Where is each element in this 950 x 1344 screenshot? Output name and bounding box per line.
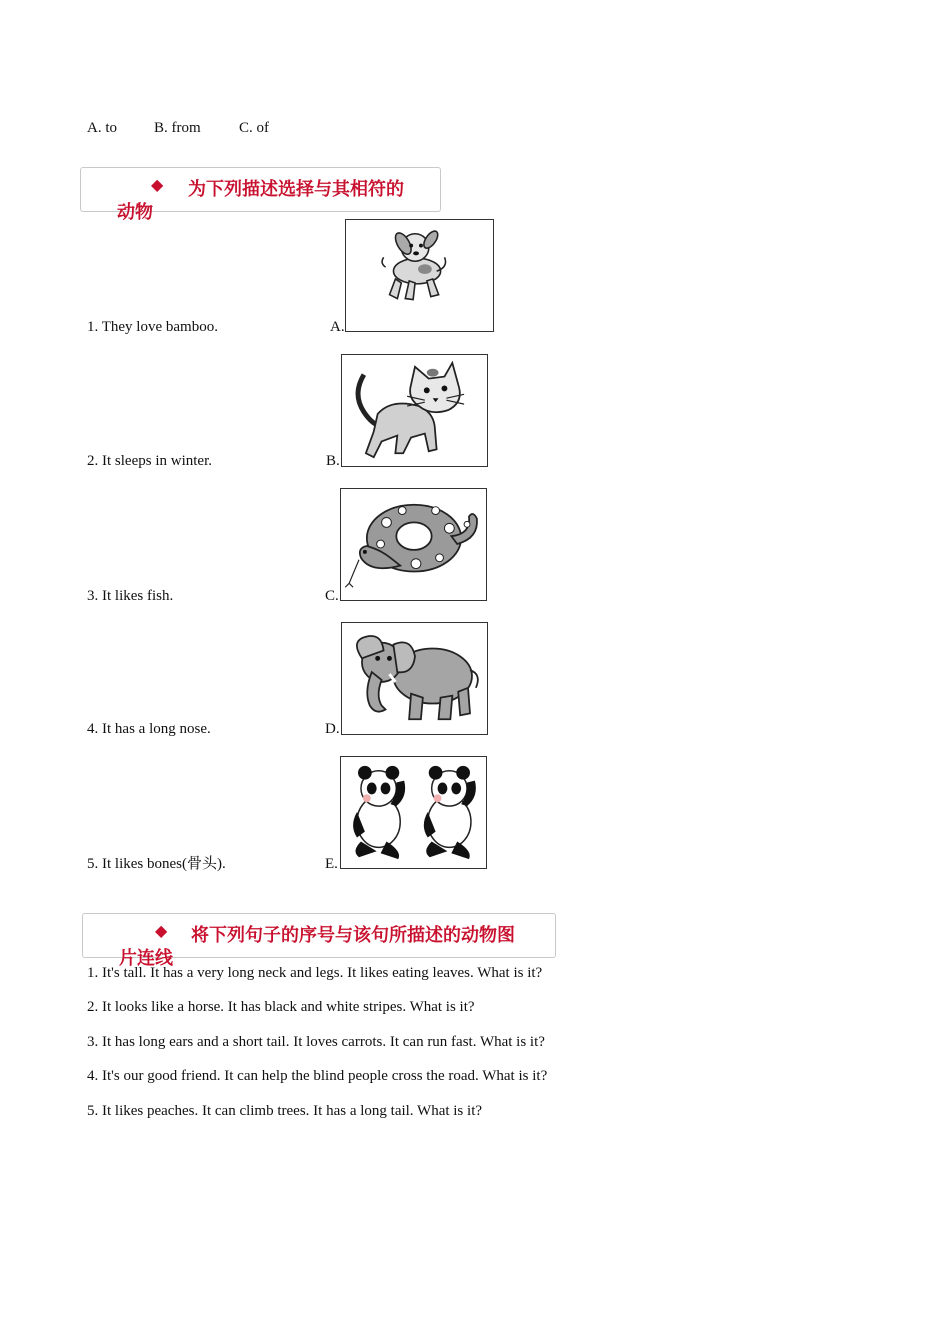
section2-header [82,913,556,969]
s2-sentence-5: 5. It likes peaches. It can climb trees. It has a long tail. What is it? [87,1103,483,1119]
cat-picture [341,354,488,467]
section1-title-overflow: 动物 [117,202,153,223]
s2-sentence-1: 1. It's tall. It has a very long neck and legs. It likes eating leaves. What is it? [87,965,543,981]
s2-sentence-2: 2. It looks like a horse. It has black and white stripes. What is it? [87,999,475,1015]
diamond-icon: ◆ [151,177,164,194]
letter-b: B. [326,453,340,469]
diamond-icon: ◆ [155,923,168,940]
elephant-icon [342,623,487,734]
section2-title: 将下列句子的序号与该句所描述的动物图 [191,925,515,946]
option-b: B. from [154,120,201,136]
s2-sentence-4: 4. It's our good friend. It can help the blind people cross the road. What is it? [87,1068,548,1084]
s1-sentence-2: 2. It sleeps in winter. [87,453,212,469]
s1-sentence-5: 5. It likes bones(骨头). [87,856,226,872]
letter-c: C. [325,588,339,604]
s1-sentence-4: 4. It has a long nose. [87,721,211,737]
section2-title-overflow: 片连线 [119,948,173,969]
snake-icon [341,489,486,600]
pandas-picture [340,756,487,869]
letter-a: A. [330,319,345,335]
option-a: A. to [87,120,117,136]
letter-e: E. [325,856,338,872]
option-c: C. of [239,120,269,136]
dog-icon [346,220,493,331]
s2-sentence-3: 3. It has long ears and a short tail. It loves carrots. It can run fast. What is it? [87,1034,545,1050]
s1-sentence-3: 3. It likes fish. [87,588,174,604]
dog-picture [345,219,494,332]
section1-header [80,167,441,223]
s1-sentence-1: 1. They love bamboo. [87,319,218,335]
cat-icon [342,355,487,466]
elephant-picture [341,622,488,735]
snake-picture [340,488,487,601]
letter-d: D. [325,721,340,737]
section1-title: 为下列描述选择与其相符的 [188,179,404,200]
panda-icon [341,757,486,868]
